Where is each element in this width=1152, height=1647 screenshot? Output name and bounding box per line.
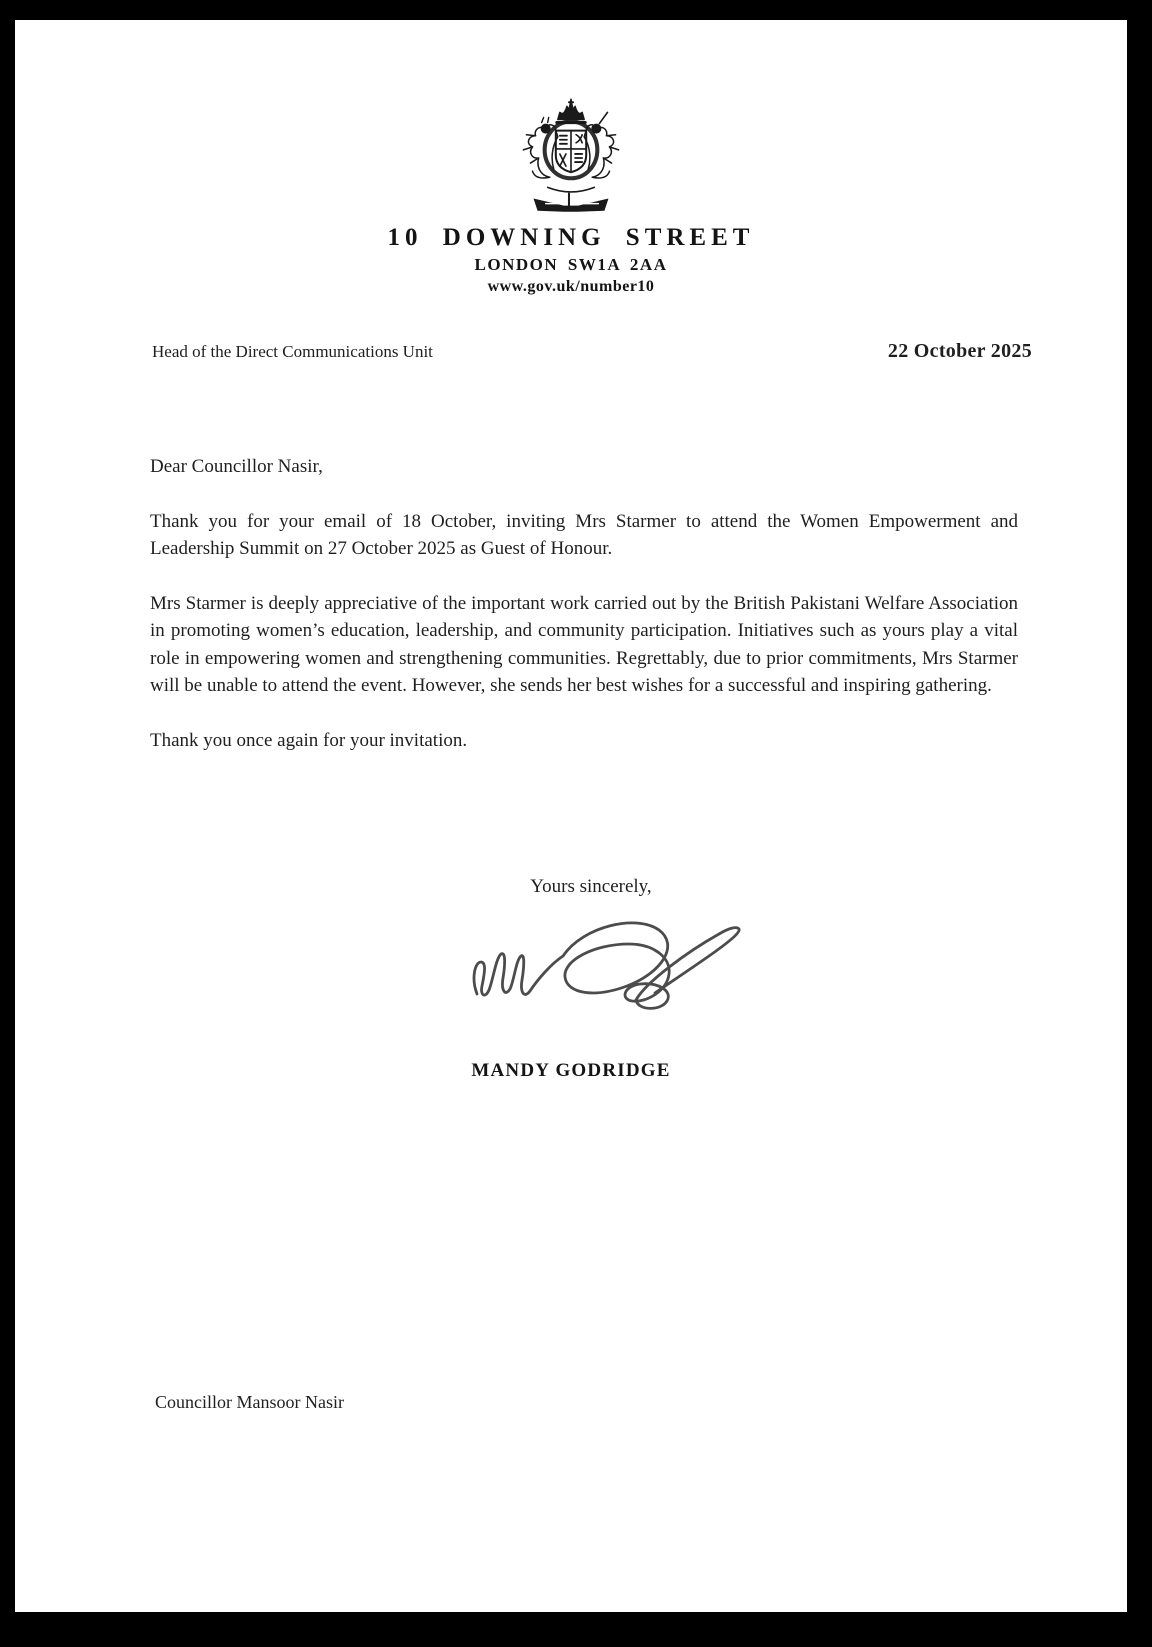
closing-phrase: Yours sincerely, xyxy=(530,876,652,897)
org-website: www.gov.uk/number10 xyxy=(487,278,655,295)
org-name: 10 DOWNING STREET xyxy=(387,224,755,251)
royal-coat-of-arms-icon xyxy=(15,98,1127,216)
signatory-name: MANDY GODRIDGE xyxy=(471,1060,671,1081)
paragraph-1: Thank you for your email of 18 October, inviting Mrs Starmer to attend the Women Empowerment and Leadership Summit on 27 October 2025 as Guest of Honour. xyxy=(150,510,1018,559)
salutation: Dear Councillor Nasir, xyxy=(150,456,323,477)
letterhead xyxy=(15,98,1127,296)
letter-date: 22 October 2025 xyxy=(887,340,1032,362)
org-address: LONDON SW1A 2AA xyxy=(474,255,668,274)
paragraph-2: Mrs Starmer is deeply appreciative of the important work carried out by the British Pakistani Welfare Association in promoting women’s education, leadership, and community participation. Initiatives such as yours play a vital role in empowering women and strengthening communities. Regrettably, due to prior commitments, Mrs Starmer will be unable to attend the event. However, she sends her best wishes for a successful and inspiring gathering. xyxy=(150,592,1018,696)
meta-row xyxy=(152,340,1032,363)
recipient-name: Councillor Mansoor Nasir xyxy=(155,1392,344,1412)
letter-body xyxy=(150,453,1018,781)
sender-title: Head of the Direct Communications Unit xyxy=(152,342,433,361)
letter-page xyxy=(15,20,1127,1612)
handwritten-signature xyxy=(465,898,755,1038)
paragraph-3: Thank you once again for your invitation. xyxy=(150,729,468,751)
